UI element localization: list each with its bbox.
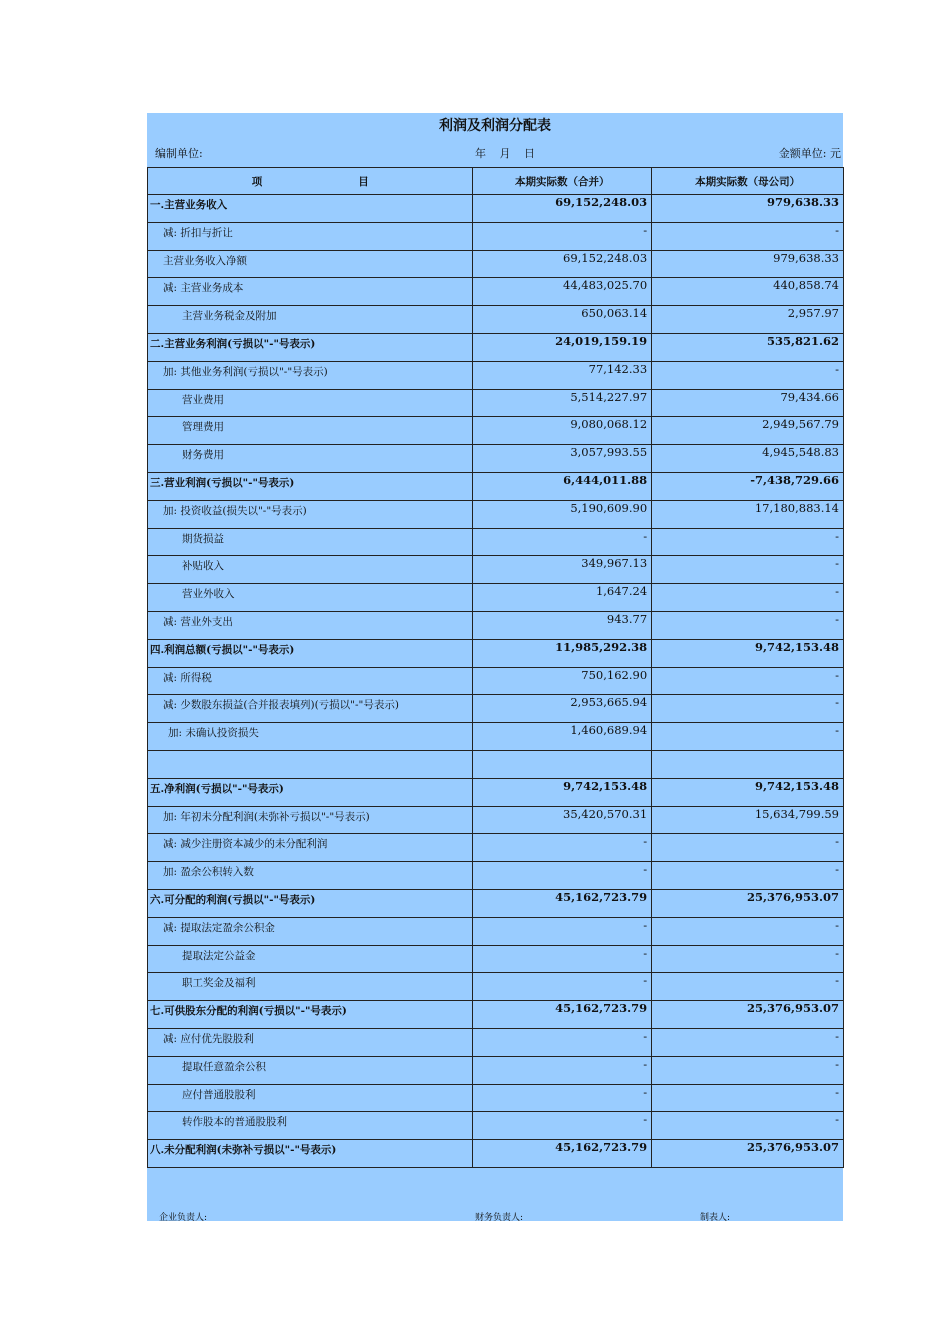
- parent-value: 79,434.66: [780, 389, 839, 404]
- parent-value: 17,180,883.14: [754, 500, 839, 515]
- consolidated-value: -: [643, 945, 648, 960]
- date-day: 日: [524, 147, 535, 160]
- column-header-parent: 本期实际数（母公司）: [652, 168, 844, 195]
- currency-unit-label: 金额单位: 元: [778, 147, 841, 160]
- table-row: [148, 611, 844, 639]
- row-label-cell: [148, 278, 473, 306]
- row-label-cell: [148, 973, 473, 1001]
- parent-value: -: [835, 1112, 839, 1127]
- row-label: 主营业务收入净额: [163, 254, 247, 267]
- parent-value: -: [835, 1084, 839, 1099]
- table-row: [148, 528, 844, 556]
- row-label: 六.可分配的利润(亏损以"-"号表示): [150, 893, 316, 906]
- table-row: [148, 1056, 844, 1084]
- row-label-cell: [148, 389, 473, 417]
- row-label: 主营业务税金及附加: [182, 310, 277, 323]
- consolidated-value: 5,190,609.90: [570, 500, 648, 515]
- parent-value-cell: [652, 639, 844, 667]
- row-label-cell: [148, 333, 473, 361]
- consolidated-value: 11,985,292.38: [555, 639, 648, 654]
- consolidated-value: 24,019,159.19: [555, 333, 648, 348]
- row-label-cell: [148, 417, 473, 445]
- consolidated-value-cell: [473, 1084, 652, 1112]
- row-label: 三.营业利润(亏损以"-"号表示): [150, 476, 295, 489]
- table-row: [148, 584, 844, 612]
- parent-value-cell: [652, 1140, 844, 1168]
- row-label: 一.主营业务收入: [150, 199, 228, 211]
- row-label: 五.净利润(亏损以"-"号表示): [150, 782, 284, 795]
- row-label: 管理费用: [182, 421, 224, 434]
- consolidated-value-cell: [473, 723, 652, 751]
- parent-value: 25,376,953.07: [746, 889, 839, 904]
- consolidated-value: 750,162.90: [581, 667, 648, 682]
- parent-value-cell: [652, 806, 844, 834]
- consolidated-value-cell: [473, 862, 652, 890]
- table-row: [148, 1084, 844, 1112]
- consolidated-value-cell: [473, 750, 652, 778]
- parent-value-cell: [652, 750, 844, 778]
- parent-value: 440,858.74: [773, 278, 839, 293]
- consolidated-value: 35,420,570.31: [563, 806, 648, 821]
- parent-value: -: [835, 667, 839, 682]
- parent-value: -: [835, 973, 839, 988]
- parent-value: -: [835, 917, 839, 932]
- row-label-cell: [148, 611, 473, 639]
- report-sheet: [147, 113, 843, 1221]
- consolidated-value-cell: [473, 584, 652, 612]
- table-row: [148, 1001, 844, 1029]
- table-row: [148, 723, 844, 751]
- parent-value-cell: [652, 973, 844, 1001]
- consolidated-value: -: [643, 1112, 648, 1127]
- consolidated-value: 45,162,723.79: [555, 889, 648, 904]
- parent-value-cell: [652, 1112, 844, 1140]
- consolidated-value: 77,142.33: [588, 361, 648, 376]
- row-label-cell: [148, 889, 473, 917]
- consolidated-value: 9,742,153.48: [563, 778, 648, 793]
- row-label-cell: [148, 806, 473, 834]
- consolidated-value-cell: [473, 500, 652, 528]
- consolidated-value-cell: [473, 333, 652, 361]
- consolidated-value-cell: [473, 195, 652, 223]
- consolidated-value-cell: [473, 639, 652, 667]
- parent-value-cell: [652, 195, 844, 223]
- row-label: 补贴收入: [182, 560, 224, 573]
- consolidated-value: 349,967.13: [581, 556, 648, 571]
- consolidated-value-cell: [473, 1028, 652, 1056]
- parent-value: 15,634,799.59: [754, 806, 839, 821]
- consolidated-value: 5,514,227.97: [570, 389, 648, 404]
- income-statement-table: [147, 167, 844, 1168]
- consolidated-value: 3,057,993.55: [570, 445, 648, 460]
- row-label-cell: [148, 306, 473, 334]
- date-year: 年: [475, 147, 486, 160]
- row-label: 加: 盈余公积转入数: [163, 866, 254, 879]
- parent-value-cell: [652, 333, 844, 361]
- parent-value-cell: [652, 889, 844, 917]
- consolidated-value: 1,460,689.94: [570, 723, 648, 738]
- row-label: 七.可供股东分配的利润(亏损以"-"号表示): [150, 1005, 347, 1018]
- row-label: 提取法定公益金: [182, 949, 256, 962]
- parent-value-cell: [652, 1028, 844, 1056]
- parent-value-cell: [652, 556, 844, 584]
- consolidated-value-cell: [473, 222, 652, 250]
- table-row: [148, 195, 844, 223]
- table-row: [148, 695, 844, 723]
- row-label: 减: 所得税: [163, 671, 212, 684]
- consolidated-value: 69,152,248.03: [555, 195, 648, 209]
- parent-value-cell: [652, 584, 844, 612]
- parent-value: -: [835, 1056, 839, 1071]
- consolidated-value: 943.77: [606, 611, 648, 626]
- table-row: [148, 250, 844, 278]
- table-row: [148, 945, 844, 973]
- row-label: 减: 提取法定盈余公积金: [163, 921, 275, 934]
- parent-value-cell: [652, 862, 844, 890]
- preparer-label: 制表人:: [700, 1213, 731, 1223]
- parent-value-cell: [652, 306, 844, 334]
- consolidated-value-cell: [473, 917, 652, 945]
- table-row: [148, 834, 844, 862]
- row-label: 二.主营业务利润(亏损以"-"号表示): [150, 337, 316, 350]
- table-row: [148, 667, 844, 695]
- parent-value-cell: [652, 667, 844, 695]
- parent-value-cell: [652, 1084, 844, 1112]
- row-label-cell: [148, 472, 473, 500]
- row-label-cell: [148, 834, 473, 862]
- consolidated-value-cell: [473, 250, 652, 278]
- table-row: [148, 472, 844, 500]
- consolidated-value-cell: [473, 417, 652, 445]
- table-header-row: [148, 168, 844, 195]
- row-label: [148, 751, 472, 753]
- row-label-cell: [148, 445, 473, 473]
- parent-value-cell: [652, 389, 844, 417]
- report-date: [475, 145, 545, 163]
- page-title: 利润及利润分配表: [439, 118, 551, 134]
- row-label-cell: [148, 556, 473, 584]
- consolidated-value: 6,444,011.88: [563, 472, 648, 487]
- parent-value-cell: [652, 778, 844, 806]
- table-row: [148, 639, 844, 667]
- table-row: [148, 806, 844, 834]
- consolidated-value-cell: [473, 973, 652, 1001]
- row-label: 加: 投资收益(损失以"-"号表示): [163, 504, 307, 517]
- table-row: [148, 306, 844, 334]
- row-label-cell: [148, 1056, 473, 1084]
- row-label: 减: 主营业务成本: [163, 282, 244, 295]
- consolidated-value: -: [643, 528, 648, 543]
- head-of-enterprise-label: 企业负责人:: [159, 1213, 208, 1223]
- parent-value: -: [835, 584, 839, 599]
- parent-value: 4,945,548.83: [762, 445, 839, 460]
- consolidated-value-cell: [473, 528, 652, 556]
- table-row: [148, 973, 844, 1001]
- row-label-cell: [148, 778, 473, 806]
- parent-value: 2,957.97: [787, 306, 839, 321]
- consolidated-value-cell: [473, 361, 652, 389]
- parent-value-cell: [652, 917, 844, 945]
- row-label-cell: [148, 528, 473, 556]
- row-label: 转作股本的普通股股利: [182, 1116, 287, 1129]
- consolidated-value: -: [643, 1028, 648, 1043]
- row-label: 减: 应付优先股股利: [163, 1032, 254, 1045]
- parent-value-cell: [652, 1001, 844, 1029]
- row-label-cell: [148, 917, 473, 945]
- consolidated-value-cell: [473, 834, 652, 862]
- parent-value: 979,638.33: [766, 195, 839, 209]
- row-label: 应付普通股股利: [182, 1088, 256, 1101]
- compiling-unit-label: 编制单位:: [155, 147, 203, 160]
- row-label-cell: [148, 584, 473, 612]
- table-row: [148, 500, 844, 528]
- date-month: 月: [499, 147, 511, 160]
- parent-value: 25,376,953.07: [746, 1140, 839, 1155]
- row-label-cell: [148, 862, 473, 890]
- row-label-cell: [148, 1028, 473, 1056]
- consolidated-value-cell: [473, 472, 652, 500]
- row-label-cell: [148, 222, 473, 250]
- consolidated-value: -: [643, 862, 648, 877]
- parent-value: -: [835, 361, 839, 376]
- parent-value: -: [835, 695, 839, 710]
- parent-value: -: [835, 723, 839, 738]
- parent-value: 9,742,153.48: [754, 778, 839, 793]
- row-label: 提取任意盈余公积: [182, 1060, 266, 1073]
- parent-value: 979,638.33: [773, 250, 839, 265]
- row-label: 减: 少数股东损益(合并报表填列)(亏损以"-"号表示): [163, 699, 399, 712]
- row-label: 减: 折扣与折让: [163, 226, 233, 239]
- parent-value: [652, 751, 843, 752]
- parent-value: 25,376,953.07: [746, 1001, 839, 1016]
- table-row: [148, 917, 844, 945]
- row-label-cell: [148, 250, 473, 278]
- row-label: 加: 未确认投资损失: [168, 727, 259, 740]
- consolidated-value-cell: [473, 1056, 652, 1084]
- table-row: [148, 1112, 844, 1140]
- consolidated-value: -: [643, 973, 648, 988]
- table-row: [148, 389, 844, 417]
- parent-value: -7,438,729.66: [750, 472, 839, 487]
- consolidated-value-cell: [473, 389, 652, 417]
- parent-value: 535,821.62: [766, 333, 839, 348]
- consolidated-value: 69,152,248.03: [563, 250, 648, 265]
- consolidated-value: 45,162,723.79: [555, 1001, 648, 1016]
- consolidated-value: -: [643, 1084, 648, 1099]
- parent-value: -: [835, 1028, 839, 1043]
- parent-value-cell: [652, 1056, 844, 1084]
- consolidated-value-cell: [473, 945, 652, 973]
- consolidated-value: [473, 751, 651, 752]
- consolidated-value: -: [643, 222, 648, 237]
- row-label: 营业费用: [182, 393, 224, 406]
- parent-value-cell: [652, 834, 844, 862]
- row-label: 期货损益: [182, 532, 224, 545]
- consolidated-value-cell: [473, 278, 652, 306]
- consolidated-value-cell: [473, 1140, 652, 1168]
- consolidated-value: -: [643, 834, 648, 849]
- table-row: [148, 333, 844, 361]
- parent-value: -: [835, 611, 839, 626]
- row-label: 四.利润总额(亏损以"-"号表示): [150, 643, 295, 656]
- consolidated-value: -: [643, 917, 648, 932]
- parent-value-cell: [652, 278, 844, 306]
- parent-value-cell: [652, 695, 844, 723]
- row-label-cell: [148, 695, 473, 723]
- row-label-cell: [148, 1140, 473, 1168]
- table-row: [148, 889, 844, 917]
- consolidated-value: 44,483,025.70: [563, 278, 648, 293]
- row-label: 减: 减少注册资本减少的未分配利润: [163, 838, 328, 851]
- row-label-cell: [148, 1084, 473, 1112]
- consolidated-value: -: [643, 1056, 648, 1071]
- consolidated-value-cell: [473, 445, 652, 473]
- consolidated-value-cell: [473, 1001, 652, 1029]
- table-row: [148, 417, 844, 445]
- column-header-consolidated: 本期实际数（合并）: [473, 168, 652, 195]
- parent-value: 2,949,567.79: [762, 417, 839, 432]
- parent-value-cell: [652, 528, 844, 556]
- parent-value: -: [835, 222, 839, 237]
- row-label-cell: [148, 195, 473, 223]
- row-label: 职工奖金及福利: [182, 977, 256, 990]
- table-row: [148, 1140, 844, 1168]
- parent-value-cell: [652, 723, 844, 751]
- parent-value-cell: [652, 361, 844, 389]
- parent-value: -: [835, 834, 839, 849]
- parent-value-cell: [652, 417, 844, 445]
- table-row: [148, 556, 844, 584]
- row-label: 加: 年初未分配利润(未弥补亏损以"-"号表示): [163, 810, 370, 823]
- consolidated-value: 650,063.14: [581, 306, 648, 321]
- row-label-cell: [148, 945, 473, 973]
- table-row: [148, 222, 844, 250]
- consolidated-value-cell: [473, 889, 652, 917]
- row-label: 财务费用: [182, 449, 224, 462]
- parent-value: 9,742,153.48: [754, 639, 839, 654]
- consolidated-value: 2,953,665.94: [570, 695, 648, 710]
- row-label-cell: [148, 639, 473, 667]
- parent-value-cell: [652, 945, 844, 973]
- parent-value: -: [835, 945, 839, 960]
- consolidated-value-cell: [473, 778, 652, 806]
- table-row: [148, 278, 844, 306]
- row-label-cell: [148, 1001, 473, 1029]
- consolidated-value: 1,647.24: [595, 584, 648, 599]
- parent-value-cell: [652, 445, 844, 473]
- table-row: [148, 361, 844, 389]
- row-label-cell: [148, 500, 473, 528]
- consolidated-value-cell: [473, 611, 652, 639]
- table-row: [148, 778, 844, 806]
- table-row: [148, 1028, 844, 1056]
- row-label-cell: [148, 723, 473, 751]
- consolidated-value: 9,080,068.12: [570, 417, 648, 432]
- parent-value-cell: [652, 250, 844, 278]
- consolidated-value-cell: [473, 1112, 652, 1140]
- consolidated-value-cell: [473, 695, 652, 723]
- consolidated-value-cell: [473, 556, 652, 584]
- head-of-finance-label: 财务负责人:: [475, 1213, 524, 1223]
- parent-value-cell: [652, 611, 844, 639]
- row-label: 八.未分配利润(未弥补亏损以"-"号表示): [150, 1144, 337, 1157]
- parent-value-cell: [652, 222, 844, 250]
- parent-value: -: [835, 528, 839, 543]
- row-label-cell: [148, 750, 473, 778]
- row-label: 减: 营业外支出: [163, 615, 233, 628]
- table-row: [148, 862, 844, 890]
- row-label-cell: [148, 667, 473, 695]
- parent-value: -: [835, 556, 839, 571]
- consolidated-value-cell: [473, 667, 652, 695]
- table-row: [148, 445, 844, 473]
- parent-value-cell: [652, 472, 844, 500]
- row-label-cell: [148, 1112, 473, 1140]
- parent-value-cell: [652, 500, 844, 528]
- consolidated-value: 45,162,723.79: [555, 1140, 648, 1155]
- row-label-cell: [148, 361, 473, 389]
- consolidated-value-cell: [473, 306, 652, 334]
- parent-value: -: [835, 862, 839, 877]
- row-label: 加: 其他业务利润(亏损以"-"号表示): [163, 365, 328, 378]
- row-label: 营业外收入: [182, 588, 235, 601]
- consolidated-value-cell: [473, 806, 652, 834]
- table-row: [148, 750, 844, 778]
- column-header-item: 项 目: [148, 168, 473, 195]
